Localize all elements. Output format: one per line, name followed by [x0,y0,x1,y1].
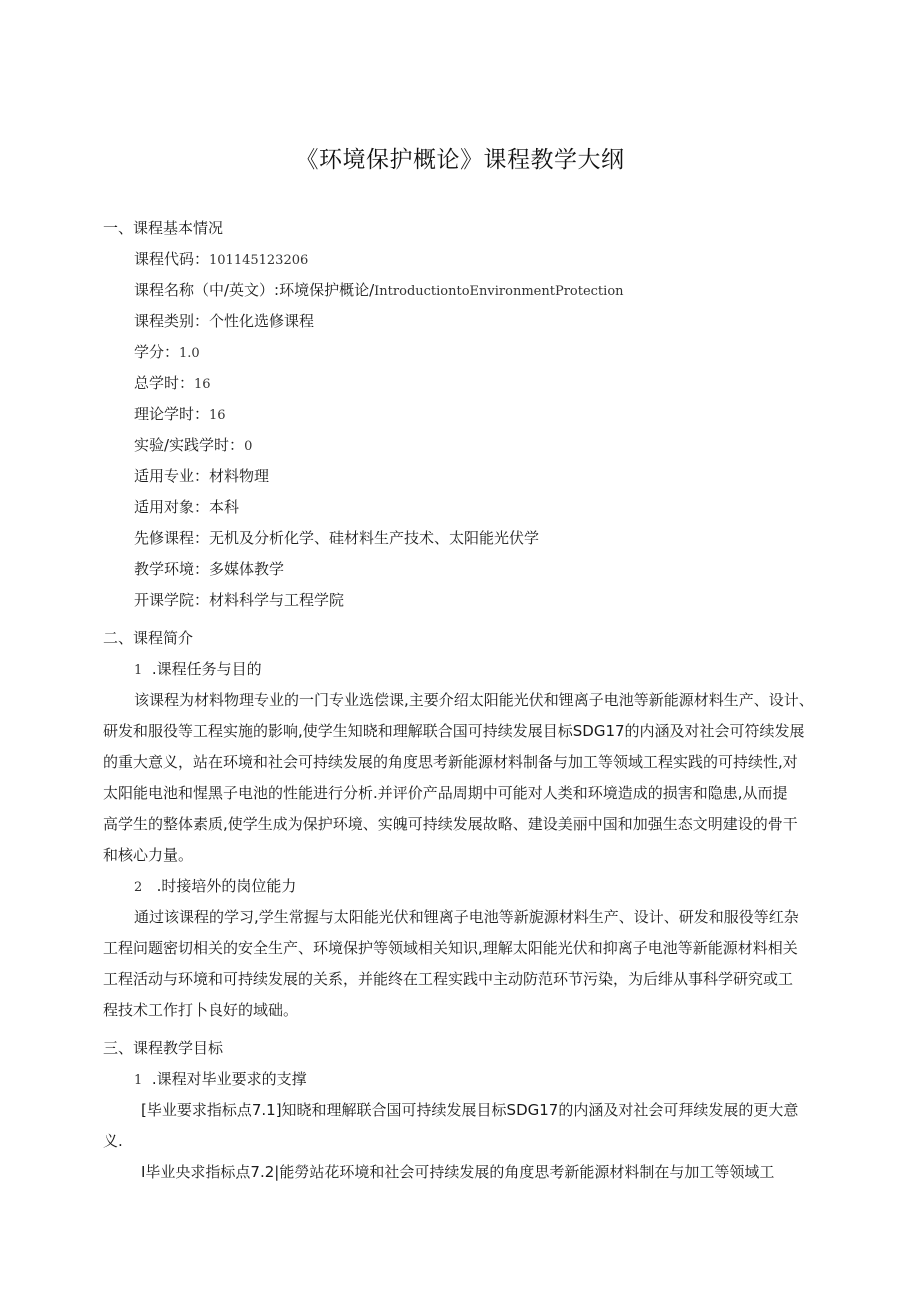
requirement-line: I毕业央求指标点7.2|能勞站花环境和社会可持续发展的角度思考新能源材料制在与加工等领域工 [141,1163,775,1181]
paragraph-line: 高学生的整体素质,使学生成为保护环境、实魄可持续发展故略、建设美丽中国和加强生态文明建设的骨干 [103,815,798,833]
field-label: 课程类别： [134,312,210,330]
field-value: 本科 [209,498,240,516]
field-value: 16 [209,408,226,423]
paragraph-line: 该课程为材料物理专业的一门专业选偿课,主要介绍太阳能光伏和锂离子电池等新能源材料生产、设计、 [134,691,814,709]
paragraph-line: 和核心力量。 [103,846,194,864]
subheading-job-ability [134,876,296,898]
field-label: 总学时： [134,374,195,392]
field-label: 先修课程： [134,529,210,547]
paragraph-line: 通过该课程的学习,学生常握与太阳能光伏和锂离子电池等新旎源材料生产、设计、研发和服役等红杂 [134,908,799,926]
section-heading-intro: 二、课程简介 [103,629,194,647]
subheading-title: .课程对毕业要求的支撑 [151,1070,307,1088]
field-label: 课程代码： [134,250,210,268]
field-credits [134,342,200,364]
paragraph-line: 研发和服役等工程实施的影响,使学生知晓和理解联合国可持续发展目标SDG17的内涵及对社会可符续发展 [103,722,805,740]
field-value: 1.0 [179,346,200,361]
field-value: 0 [244,439,253,454]
field-label: 开课学院： [134,591,210,609]
page-title: 《环境保护概论》课程教学大纲 [295,147,625,173]
field-value: 个性化选修课程 [209,312,315,330]
paragraph-line: 工程问题密切相关的安全生产、环境保护等领域相关知识,理解太阳能光伏和抑离子电池等新能源材料相关 [103,939,798,957]
field-label: 实验/实践学时： [134,436,245,454]
section-heading-objectives: 三、课程教学目标 [103,1039,224,1057]
field-course-code [134,249,308,271]
field-label: 适用专业： [134,467,210,485]
paragraph-line: 工程活动与环境和可持续发展的关系，并能终在工程实践中主动防范环节污染，为后绯从事科学研究或工 [103,970,794,988]
paragraph-line: 的重大意义，站在环境和社会可持续发展的角度思考新能源材料制备与加工等领域工程实践的可持续性,对 [103,753,798,771]
field-audience [134,497,239,517]
field-course-name [134,280,624,302]
field-value: 101145123206 [209,253,309,268]
field-label: 教学环境： [134,560,210,578]
field-value-cn: 环境保护概论/ [279,281,375,299]
subheading-title: .课程任务与目的 [151,660,262,678]
field-major [134,466,269,486]
field-course-category [134,311,314,331]
field-label: 适用对象： [134,498,210,516]
field-teaching-env [134,559,284,579]
field-total-hours [134,373,211,395]
field-label: 学分： [134,343,180,361]
field-value: 16 [194,377,211,392]
subheading-number: 2 [134,880,143,895]
field-value: 多媒体教学 [209,560,285,578]
paragraph-line: 太阳能电池和惺黑子电池的性能进行分析.并评价产品周期中可能对人类和环境造成的损害和隐患,从而提 [103,784,788,802]
field-college [134,590,344,610]
field-value: 材料物理 [209,467,270,485]
field-value-en: IntroductiontoEnvironmentProtection [374,284,624,299]
subheading-graduation-support [134,1069,307,1091]
paragraph-line: 程技术工作打卜良好的域础。 [103,1001,299,1019]
subheading-number: 1 [134,1073,143,1088]
field-value: 无机及分析化学、硅材料生产技术、太阳能光伏学 [209,529,540,547]
field-value: 材料科学与工程学院 [209,591,345,609]
field-prerequisites [134,528,539,548]
field-theory-hours [134,404,226,426]
subheading-number: 1 [134,663,143,678]
section-heading-basic-info: 一、课程基本情况 [103,219,224,237]
field-label: 理论学时： [134,405,210,423]
requirement-line: [毕业要求指标点7.1]知晓和理解联合国可持续发展目标SDG17的内涵及对社会可拜续发展的更大意 [141,1101,799,1119]
requirement-line: 义. [103,1132,123,1150]
subheading-title: .时接培外的岗位能力 [156,877,297,895]
subheading-task-purpose [134,659,262,681]
field-label: 课程名称（中/英文）: [134,281,280,299]
field-practice-hours [134,435,252,457]
